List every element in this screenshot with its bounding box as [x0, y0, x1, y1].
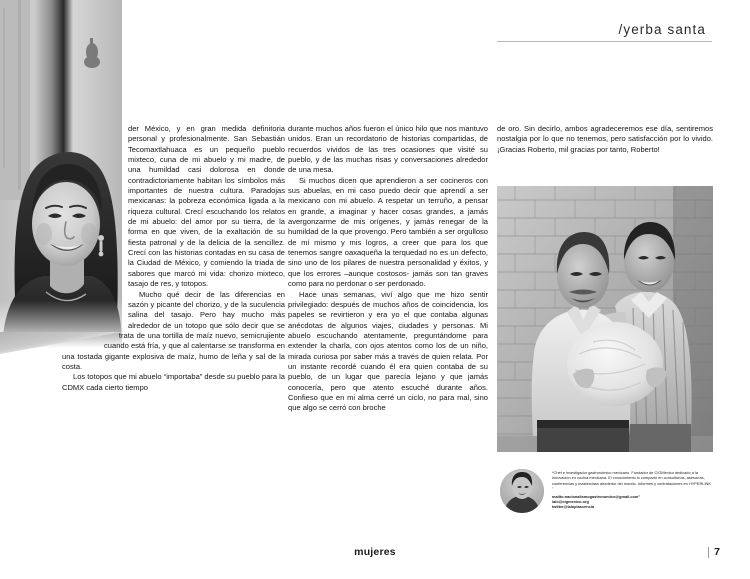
bio-contact-list [552, 494, 712, 510]
group-photo-graphic [497, 186, 713, 452]
group-photo-two-men [497, 186, 713, 452]
folio-divider [708, 547, 709, 558]
photo-text-wrap-spacer [62, 124, 128, 342]
bio-email[interactable]: lalo@cigmexico.org [552, 499, 589, 505]
avatar-graphic [500, 469, 544, 513]
section-title: /yerba santa [618, 22, 706, 37]
paragraph: Mucho qué decir de las diferencias en sazón y picante del chorizo, y de la suculencia salina del tasajo. Pero hay mucho más alrededor de un totopo que sólo decir que se trata de una tortilla de maíz nuevo, semicrujiente cuando está fría, y que al calentarse se transforma en una tostada gigante explosiva de maíz, humo de leña y sal de la costa. [62, 289, 285, 371]
paragraph: de oro. Sin decirlo, ambos agradeceremos ese día, sentiremos nostalgia por lo que no tenemos, pero satisfacción por lo vivido. ¡Gracias Roberto, mil gracias por tanto, Roberto! [497, 124, 713, 154]
paragraph: durante muchos años fueron el único hilo que nos mantuvo unidos. Eran un recordatorio de historias compartidas, de recuerdos vividos de las tres ocasiones que visité su pueblo, y de las muchas risas y conversaciones alrededor de una mesa. [288, 124, 488, 175]
body-column-2 [288, 124, 488, 534]
bio-twitter[interactable]: twitter@laloplascencia [552, 504, 595, 510]
paragraph: Los totopos que mi abuelo “importaba” desde su pueblo para la CDMX cada cierto tiempo [62, 372, 285, 392]
bio-description: *Chef e investigador gastronómico mexicano. Fundador de CIGMexico dedicado a la innovación en cocina mexicana. El conocimiento lo comparto en consultorías, asesorías, conferencias y masterclass alrededor del mundo. Informes y contrataciones en HYPERLINK " [552, 470, 711, 492]
author-avatar [500, 469, 544, 513]
page-folio [708, 546, 720, 558]
body-column-3 [497, 124, 713, 182]
page-number: 7 [714, 546, 720, 558]
paragraph: Hace unas semanas, viví algo que me hizo sentir privilegiado: después de muchos años de coincidencia, los papeles se revirtieron y era yo el que contaba algunas anécdotas de algunos viajes, ciudades y personas. Mi abuelo escuchando atentamente, preguntándome para extender la charla, con ojos atentos como los de un niño, mirada curiosa por saber más a través de quien relata. Por un instante recordé cuando él era quien contaba de su pueblo, de un lugar que parecía lejano y que jamás conocería, pero que atento escuché durante años. Confieso que en mi alma cerré un ciclo, no para mal, sino que algo se cerró con broche [288, 289, 488, 413]
bio-email-hyperlink[interactable]: mailto:nacionalismogastronomico@gmail.com" [552, 493, 641, 499]
body-column-1 [62, 124, 285, 534]
header-rule [497, 41, 712, 42]
page-header [497, 14, 712, 42]
paragraph: Si muchos dicen que aprendieron a ser cocineros con sus abuelas, en mi caso puedo decir que aprendí a ser mexicano con mi abuelo. A respetar un terruño, a pensar en grande, a imaginar y hacer cosas grandes, a jamás avergonzarme de mis orígenes, y jamás renegar de la humildad de la que provengo. Pero también a ser orgulloso de mí mismo y mis logros, a creer que para los que tenemos sangre oaxaqueña la terquedad no es un defecto, sino uno de los pilares de nuestra personalidad y éxitos, y que los errores –aunque costosos- jamás son tan graves como para no perdonar o ser perdonado. [288, 175, 488, 289]
author-bio [552, 470, 712, 510]
paragraph: der México, y en gran medida definitoria personal y profesionalmente. San Sebastián Tecomaxtlahuaca es un pequeño pueblo mixteco, cuna de mi abuelo y mi madre, de una humildad casi dolorosa en donde contradictoriamente habitan los símbolos más importantes de nuestra cultura. Paradojas mexicanas: la pobreza económica ligada a la riqueza cultural. Crecí escuchando los relatos de mi abuelo: del amor por su tierra, de la forma en que viven, de la exaltación de su fiesta patronal y de la delicia de la sencillez. Crecí con las historias contadas en su casa de la Ciudad de México, y comiendo la triada de sabores que marcó mi vida: chorizo mixteco, tasajo de res, y totopos. [128, 124, 285, 289]
footer-section-word: mujeres [354, 546, 396, 558]
